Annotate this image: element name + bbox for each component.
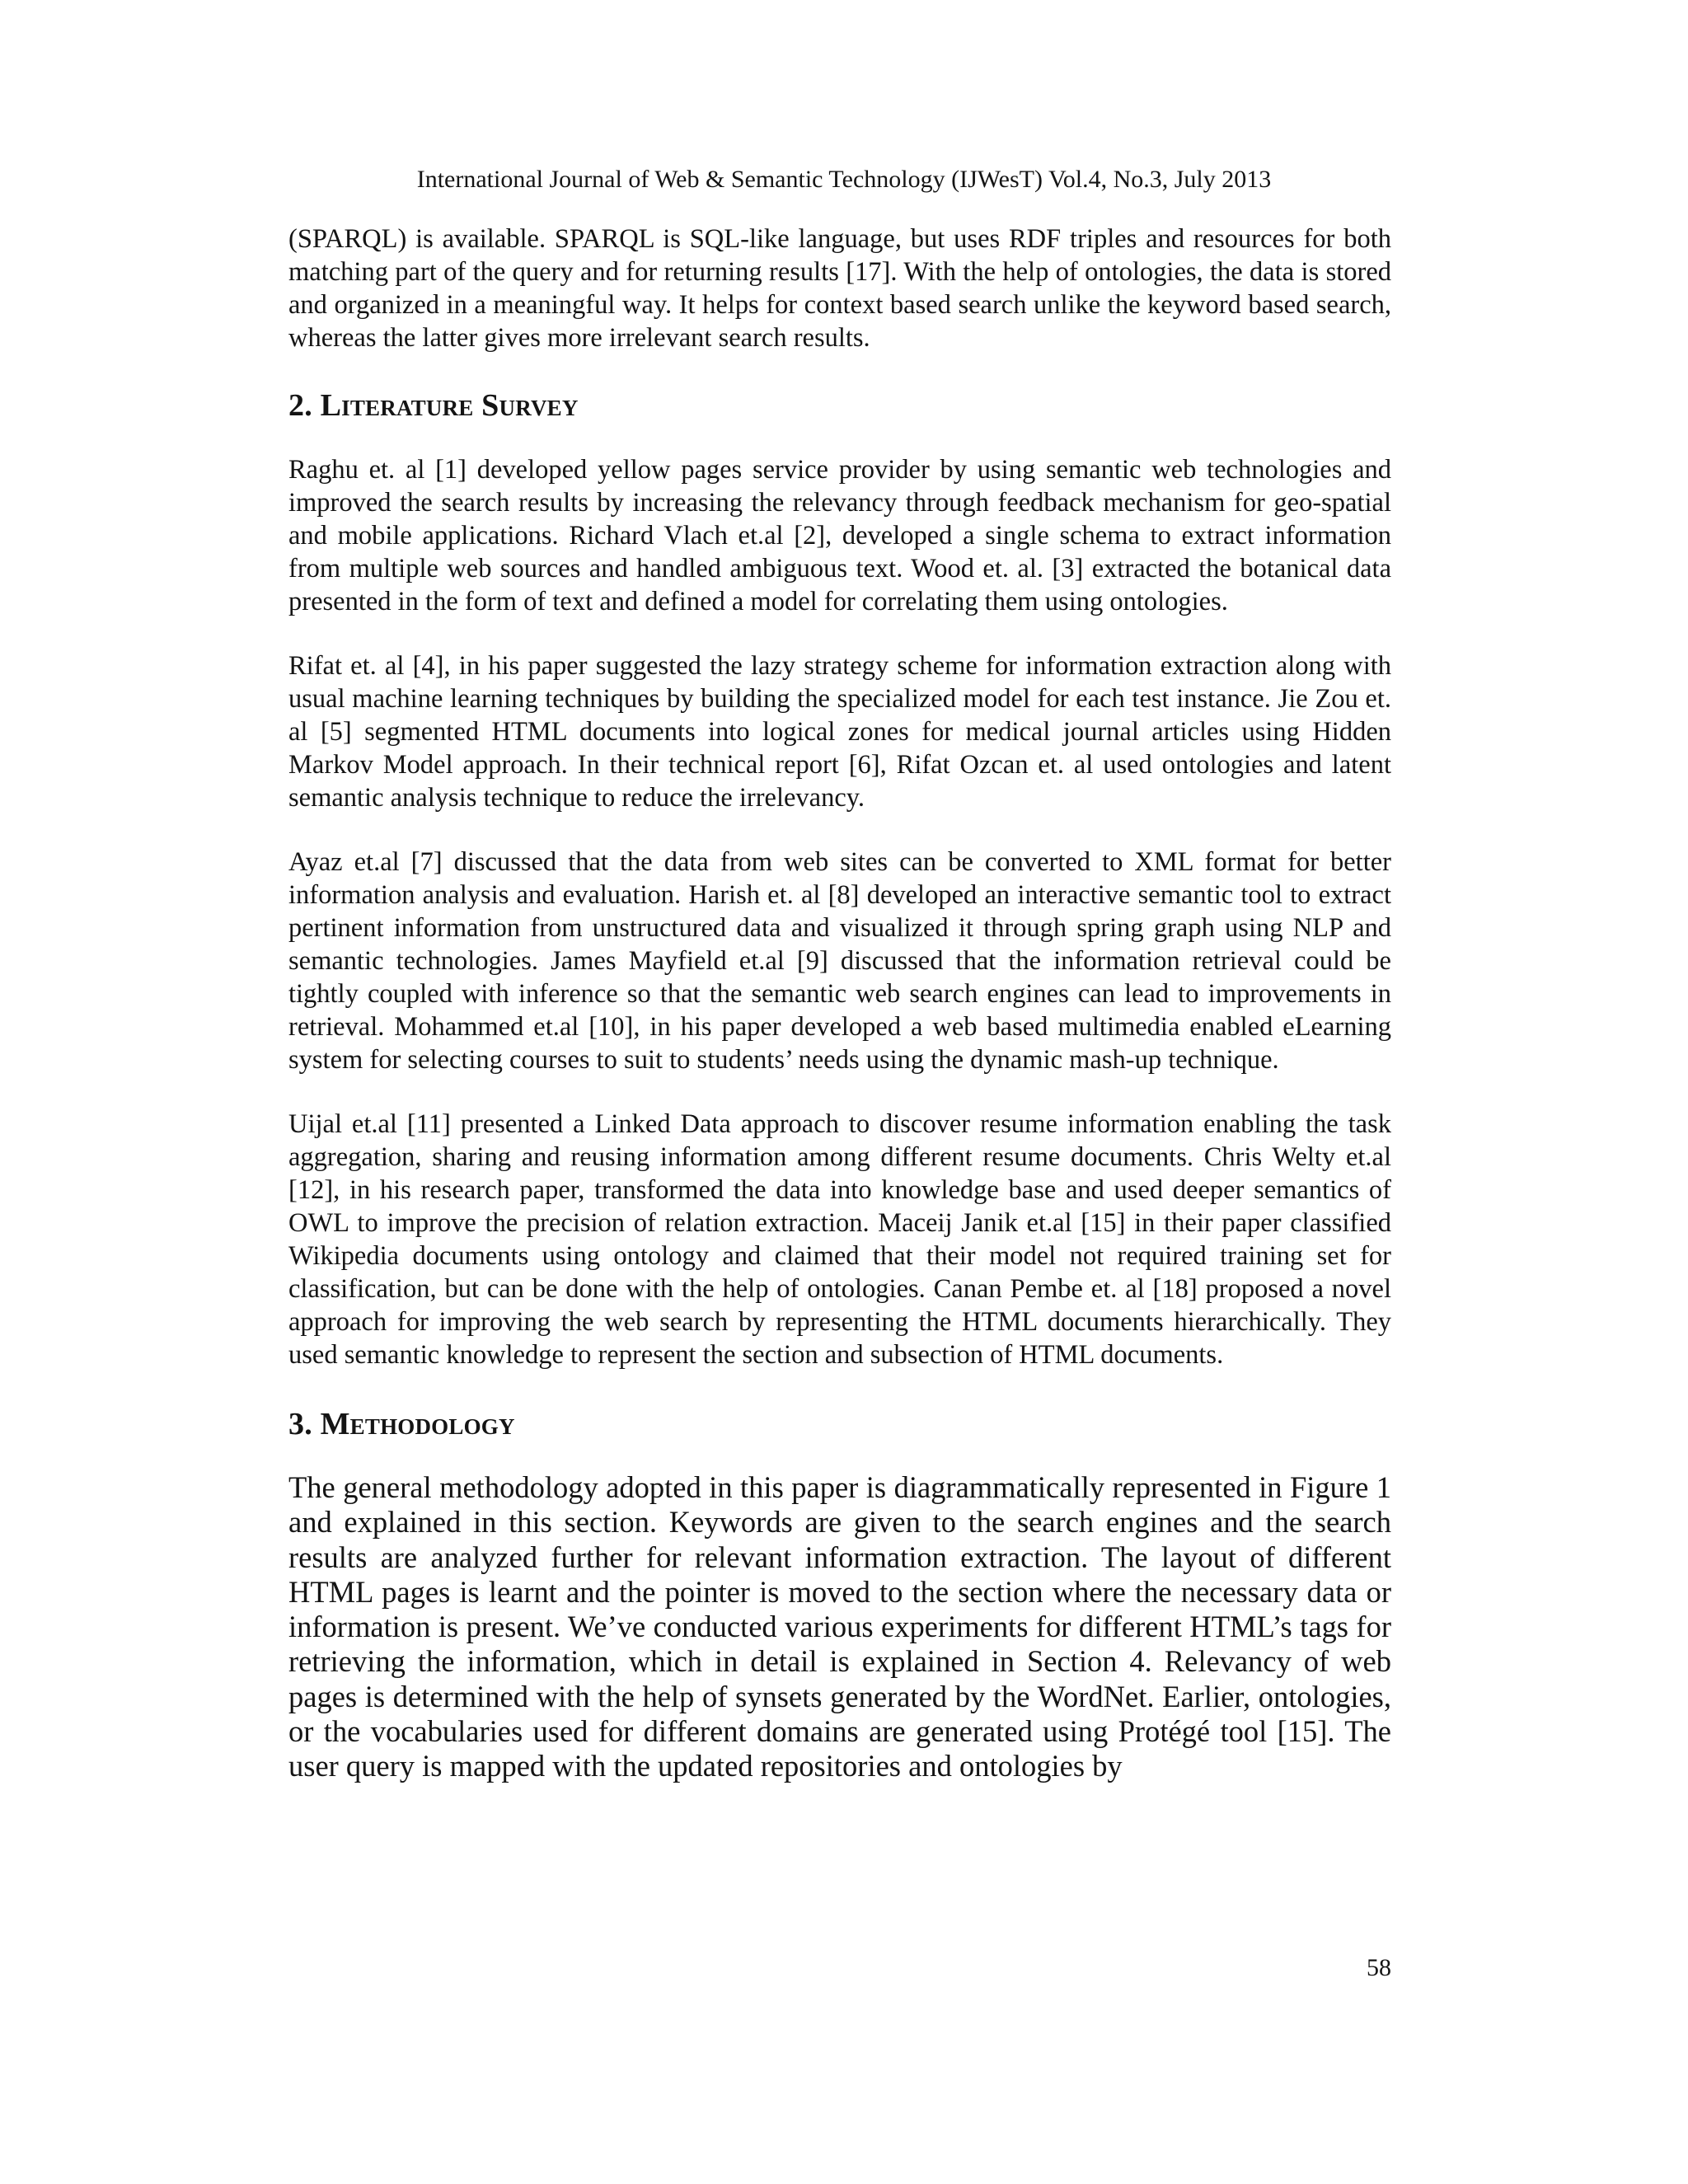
intro-continuation-paragraph: (SPARQL) is available. SPARQL is SQL-like language, but uses RDF triples and resources for both matching part of the query and for returning results [17]. With the help of ontologies, the data is stored and organized in a meaningful way. It helps for context based search unlike the keyword based search, whereas the latter gives more irrelevant search results. — [288, 224, 1391, 353]
running-header: International Journal of Web & Semantic Technology (IJWesT) Vol.4, No.3, July 2013 — [416, 166, 1272, 193]
literature-paragraph-1: Raghu et. al [1] developed yellow pages service provider by using semantic web technologies and improved the search results by increasing the relevancy through feedback mechanism for geo-spatial and mobile applications. Richard Vlach et.al [2], developed a single schema to extract information from multiple web sources and handled ambiguous text. Wood et. al. [3] extracted the botanical data presented in the form of text and defined a model for correlating them using ontologies. — [288, 455, 1391, 616]
page-body — [288, 223, 1391, 1784]
literature-paragraph-3: Ayaz et.al [7] discussed that the data from web sites can be converted to XML format for better information analysis and evaluation. Harish et. al [8] developed an interactive semantic tool to extract pertinent information from unstructured data and visualized it through spring graph using NLP and semantic technologies. James Mayfield et.al [9] discussed that the information retrieval could be tightly coupled with inference so that the semantic web search engines can lead to improvements in retrieval. Mohammed et.al [10], in his paper developed a web based multimedia enabled eLearning system for selecting courses to suit to students’ needs using the dynamic mash-up technique. — [288, 847, 1391, 1075]
section-heading-literature-survey: 2. Literature Survey — [288, 388, 579, 423]
section-heading-methodology: 3. Methodology — [288, 1407, 515, 1441]
page-number: 58 — [1367, 1954, 1391, 1981]
literature-paragraph-4: Uijal et.al [11] presented a Linked Data approach to discover resume information enabling the task aggregation, sharing and reusing information among different resume documents. Chris Welty et.al [12], in his research paper, transformed the data into knowledge base and used deeper semantics of OWL to improve the precision of relation extraction. Maceij Janik et.al [15] in their paper classified Wikipedia documents using ontology and claimed that their model not required training set for classification, but can be done with the help of ontologies. Canan Pembe et. al [18] proposed a novel approach for improving the web search by representing the HTML documents hierarchically. They used semantic knowledge to represent the section and subsection of HTML documents. — [288, 1109, 1391, 1370]
literature-paragraph-2: Rifat et. al [4], in his paper suggested the lazy strategy scheme for information extraction along with usual machine learning techniques by building the specialized model for each test instance. Jie Zou et. al [5] segmented HTML documents into logical zones for medical journal articles using Hidden Markov Model approach. In their technical report [6], Rifat Ozcan et. al used ontologies and latent semantic analysis technique to reduce the irrelevancy. — [288, 651, 1391, 813]
methodology-paragraph: The general methodology adopted in this paper is diagrammatically represented in Figure 1 and explained in this section. Keywords are given to the search engines and the search results are analyzed further for relevant information extraction. The layout of different HTML pages is learnt and the pointer is moved to the section where the necessary data or information is present. We’ve conducted various experiments for different HTML’s tags for retrieving the information, which in detail is explained in Section 4. Relevancy of web pages is determined with the help of synsets generated by the WordNet. Earlier, ontologies, or the vocabularies used for different domains are generated using Protégé tool [15]. The user query is mapped with the updated repositories and ontologies by — [288, 1470, 1391, 1783]
